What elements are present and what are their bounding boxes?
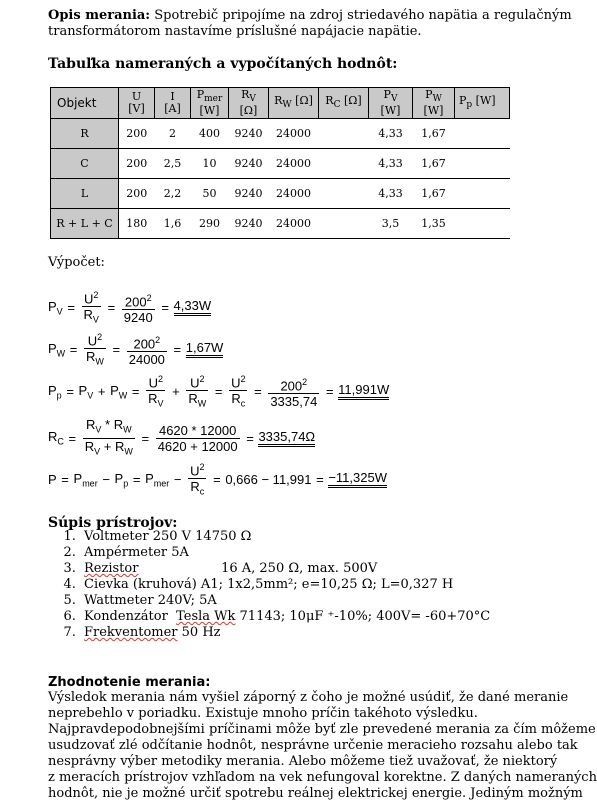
cell-pw: 1,35 bbox=[413, 209, 455, 239]
col-header-rc: $R_C$ [Ω] bbox=[319, 88, 369, 119]
cell-pv: 4,33 bbox=[369, 179, 413, 209]
list-item: 6. Kondenzátor Tesla Wk 71143; 10μF ⁺-10%; 400V= -60+70°C bbox=[80, 609, 560, 625]
instruments-heading: Súpis prístrojov: bbox=[48, 515, 178, 531]
cell-rc bbox=[319, 119, 369, 149]
cell-rw: 24000 bbox=[269, 209, 319, 239]
conclusion-text bbox=[48, 690, 597, 802]
col-header-rw: $R_W$ [Ω] bbox=[269, 88, 319, 119]
cell-u: 200 bbox=[119, 119, 155, 149]
instruments-list bbox=[48, 529, 560, 641]
equation-pw: $P_W$ = $\frac{U^2}{R_W}$ = $\frac{200^2}{24000}$ = 1,67W bbox=[48, 332, 224, 368]
table-header-row bbox=[51, 88, 510, 119]
measurement-table bbox=[50, 87, 510, 239]
cell-i: 2 bbox=[155, 119, 191, 149]
cell-rc bbox=[319, 179, 369, 209]
cell-rw: 24000 bbox=[269, 119, 319, 149]
list-item: 4. Cievka (kruhová) A1; 1x2,5mm²; e=10,25 Ω; L=0,327 H bbox=[80, 577, 560, 593]
cell-objekt: C bbox=[51, 149, 119, 179]
conclusion-line: nesprávny výber metodiky merania. Alebo môžeme tiež uvažovať, že niektorý bbox=[48, 754, 558, 769]
col-header-pv: $P_V$ [W] bbox=[369, 88, 413, 119]
cell-u: 200 bbox=[119, 149, 155, 179]
description-line-1: Spotrebič pripojíme na zdroj striedavého napätia a regulačným bbox=[150, 8, 572, 23]
list-item: 2. Ampérmeter 5A bbox=[80, 545, 560, 561]
cell-objekt: R + L + C bbox=[51, 209, 119, 239]
table-row bbox=[51, 209, 510, 239]
col-header-pmer: $P_{mer}$ [W] bbox=[191, 88, 229, 119]
table-row bbox=[51, 119, 510, 149]
cell-rc bbox=[319, 209, 369, 239]
result-rc: 3335,74Ω bbox=[258, 430, 315, 447]
cell-rv: 9240 bbox=[229, 209, 269, 239]
measurement-description bbox=[48, 8, 572, 40]
cell-pp bbox=[455, 179, 510, 209]
table-row bbox=[51, 149, 510, 179]
table-heading: Tabuľka nameraných a vypočítaných hodnôt: bbox=[48, 56, 398, 72]
conclusion-line: Výsledok merania nám vyšiel záporný z čoho je možné usúdiť, že dané meranie bbox=[48, 690, 569, 705]
cell-pv: 4,33 bbox=[369, 119, 413, 149]
col-header-pp: $P_p$ [W] bbox=[455, 88, 510, 119]
cell-pw: 1,67 bbox=[413, 119, 455, 149]
calculation-label: Výpočet: bbox=[48, 255, 105, 270]
equation-rc: $R_C$ = $\frac{R_V * R_W}{R_V + R_W}$ = $\frac{4620 * 12000}{4620 + 12000}$ = 3335,74Ω bbox=[48, 417, 316, 457]
cell-objekt: L bbox=[51, 179, 119, 209]
result-p: −11,325W bbox=[328, 471, 387, 488]
result-pp: 11,991W bbox=[338, 383, 389, 400]
cell-objekt: R bbox=[51, 119, 119, 149]
cell-i: 1,6 bbox=[155, 209, 191, 239]
list-item: 1. Voltmeter 250 V 14750 Ω bbox=[80, 529, 560, 545]
cell-pv: 4,33 bbox=[369, 149, 413, 179]
col-header-rv: $R_V$ [Ω] bbox=[229, 88, 269, 119]
result-pv: 4,33W bbox=[174, 299, 212, 316]
result-pw: 1,67W bbox=[186, 341, 224, 358]
cell-pw: 1,67 bbox=[413, 149, 455, 179]
cell-pmer: 290 bbox=[191, 209, 229, 239]
list-item: 5. Wattmeter 240V; 5A bbox=[80, 593, 560, 609]
cell-pmer: 400 bbox=[191, 119, 229, 149]
cell-pmer: 10 bbox=[191, 149, 229, 179]
cell-pp bbox=[455, 149, 510, 179]
cell-rw: 24000 bbox=[269, 179, 319, 209]
equation-p: $P = P_{mer} - P_p = P_{mer}$ − $\frac{U^2}{R_c}$ = 0,666 − 11,991 = −11,325W bbox=[48, 462, 387, 497]
description-line-2: transformátorom nastavíme príslušné napájacie napätie. bbox=[48, 24, 422, 39]
table-row bbox=[51, 179, 510, 209]
cell-rc bbox=[319, 149, 369, 179]
cell-u: 200 bbox=[119, 179, 155, 209]
cell-rv: 9240 bbox=[229, 149, 269, 179]
conclusion-heading: Zhodnotenie merania: bbox=[48, 675, 211, 690]
description-label: Opis merania: bbox=[48, 8, 151, 23]
col-header-u: U [V] bbox=[119, 88, 155, 119]
conclusion-line: Najpravdepodobnejšími príčinami môže byť zle prevedené merania za čím môžeme bbox=[48, 722, 596, 737]
col-header-objekt: Objekt bbox=[51, 88, 119, 119]
cell-i: 2,5 bbox=[155, 149, 191, 179]
cell-u: 180 bbox=[119, 209, 155, 239]
list-item: 3. Rezistor 16 A, 250 Ω, max. 500V bbox=[80, 561, 560, 577]
cell-pv: 3,5 bbox=[369, 209, 413, 239]
equation-pv: $P_V$ = $\frac{U^2}{R_V}$ = $\frac{200^2}{9240}$ = 4,33W bbox=[48, 290, 212, 326]
cell-rv: 9240 bbox=[229, 179, 269, 209]
conclusion-line: z meracích prístrojov vzhľadom na vek nefungoval korektne. Z daných nameraných bbox=[48, 770, 597, 785]
cell-i: 2,2 bbox=[155, 179, 191, 209]
equation-pp: $P_p = P_V + P_W$ = $\frac{U^2}{R_V}$ + $\frac{U^2}{R_W}$ = $\frac{U^2}{R_c}$ = $\frac{200^2}{3335,74}$ = 11,991W bbox=[48, 374, 390, 410]
cell-rw: 24000 bbox=[269, 149, 319, 179]
conclusion-line: usudzovať zlé odčítanie hodnôt, nesprávne určenie meracieho rozsahu alebo tak bbox=[48, 738, 578, 753]
list-item: 7. Frekventomer 50 Hz bbox=[80, 625, 560, 641]
col-header-pw: $P_W$ [W] bbox=[413, 88, 455, 119]
conclusion-line: neprebehlo v poriadku. Existuje mnoho príčin takéhoto výsledku. bbox=[48, 706, 478, 721]
cell-rv: 9240 bbox=[229, 119, 269, 149]
cell-pw: 1,67 bbox=[413, 179, 455, 209]
conclusion-line: hodnôt, nie je možné určiť spotrebu reálnej elektrickej energie. Jediným možným bbox=[48, 786, 583, 801]
cell-pmer: 50 bbox=[191, 179, 229, 209]
cell-pp bbox=[455, 119, 510, 149]
cell-pp bbox=[455, 209, 510, 239]
col-header-i: I [A] bbox=[155, 88, 191, 119]
